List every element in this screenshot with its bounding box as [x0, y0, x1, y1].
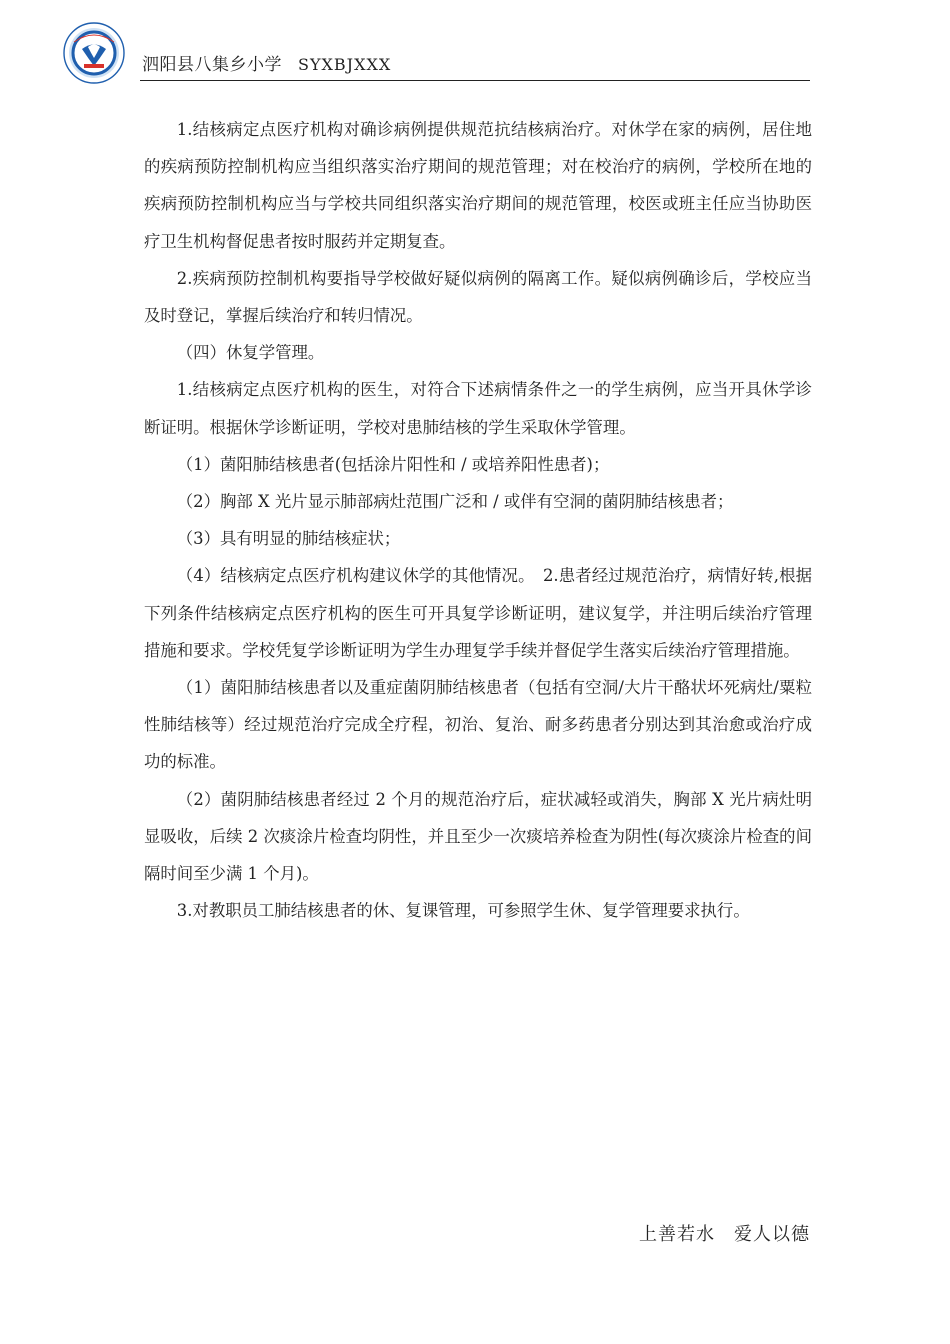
- document-code: SYXBJXXX: [298, 55, 392, 74]
- header-title: [142, 50, 391, 75]
- section-heading: （四）休复学管理。: [176, 343, 325, 363]
- footer-motto: 上善若水 爱人以德: [639, 1224, 810, 1245]
- list-item: （2）菌阴肺结核患者经过 2 个月的规范治疗后，症状减轻或消失，胸部 X 光片病灶明显吸收，后续 2 次痰涂片检查均阴性，并且至少一次痰培养检查为阴性(每次痰涂片检查的间隔时间至少满 1 个月)。: [144, 789, 812, 884]
- school-emblem-icon: [62, 22, 126, 84]
- paragraph: 1.结核病定点医疗机构对确诊病例提供规范抗结核病治疗。对休学在家的病例，居住地的疾病预防控制机构应当组织落实治疗期间的规范管理；对在校治疗的病例，学校所在地的疾病预防控制机构应当与学校共同组织落实治疗期间的规范管理，校医或班主任应当协助医疗卫生机构督促患者按时服药并定期复查。: [144, 120, 812, 251]
- paragraph: 1.结核病定点医疗机构的医生，对符合下述病情条件之一的学生病例，应当开具休学诊断证明。根据休学诊断证明，学校对患肺结核的学生采取休学管理。: [144, 380, 812, 437]
- document-body: [144, 111, 812, 929]
- school-name: 泗阳县八集乡小学: [142, 55, 282, 75]
- list-item: （1）菌阳肺结核患者以及重症菌阴肺结核患者（包括有空洞/大片干酪状坏死病灶/粟粒性肺结核等）经过规范治疗完成全疗程，初治、复治、耐多药患者分别达到其治愈或治疗成功的标准。: [144, 678, 812, 772]
- paragraph: 3.对教职员工肺结核患者的休、复课管理，可参照学生休、复学管理要求执行。: [176, 901, 750, 921]
- list-item: （1）菌阳肺结核患者(包括涂片阳性和 / 或培养阳性患者)；: [176, 454, 610, 474]
- header-divider: [140, 80, 810, 81]
- list-item: （3）具有明显的肺结核症状；: [176, 529, 401, 549]
- paragraph: 2.疾病预防控制机构要指导学校做好疑似病例的隔离工作。疑似病例确诊后，学校应当及时登记，掌握后续治疗和转归情况。: [144, 268, 812, 326]
- list-item: （2）胸部 X 光片显示肺部病灶范围广泛和 / 或伴有空洞的菌阴肺结核患者；: [176, 492, 734, 512]
- list-item: （4）结核病定点医疗机构建议休学的其他情况。 2.患者经过规范治疗，病情好转,根据下列条件结核病定点医疗机构的医生可开具复学诊断证明，建议复学，并注明后续治疗管理措施和要求。学校凭复学诊断证明为学生办理复学手续并督促学生落实后续治疗管理措施。: [144, 566, 812, 660]
- page-header: [62, 22, 810, 84]
